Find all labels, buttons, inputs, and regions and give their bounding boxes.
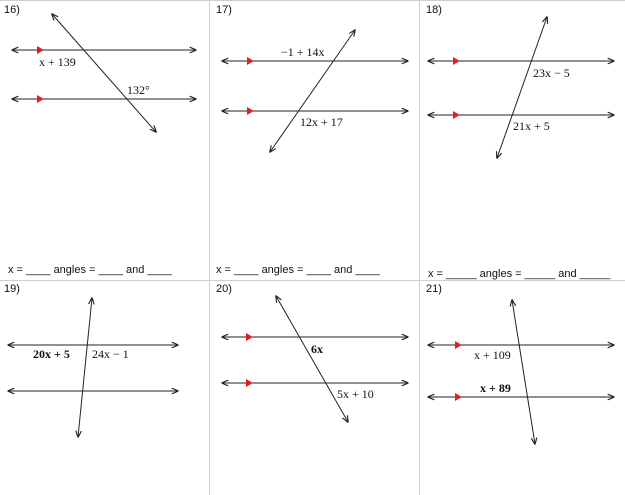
parallel-marker — [455, 341, 462, 349]
parallel-marker — [246, 333, 253, 341]
angle-label: 24x − 1 — [92, 347, 129, 361]
angle-label: 5x + 10 — [337, 387, 374, 401]
problem-number: 18) — [426, 4, 442, 16]
transversal-line — [276, 296, 348, 422]
parallel-marker — [455, 393, 462, 401]
angle-label: x + 139 — [39, 55, 76, 69]
angle-label: x + 109 — [474, 348, 511, 362]
answer-prompt: x = ____ angles = ____ and ____ — [8, 264, 172, 276]
angle-label: 23x − 5 — [533, 66, 570, 80]
parallel-marker — [37, 46, 44, 54]
angle-label: 20x + 5 — [33, 347, 70, 361]
transversal-line — [78, 298, 92, 437]
parallel-marker — [246, 379, 253, 387]
transversal-line — [512, 300, 535, 444]
parallel-marker — [247, 57, 254, 65]
transversal-line — [497, 17, 547, 158]
problem-number: 20) — [216, 283, 232, 295]
angle-label: 6x — [311, 342, 323, 356]
angle-label: 21x + 5 — [513, 119, 550, 133]
answer-prompt: x = ____ angles = ____ and ____ — [216, 264, 380, 276]
parallel-marker — [37, 95, 44, 103]
parallel-marker — [453, 57, 460, 65]
transversal-line — [52, 14, 156, 132]
problem-number: 16) — [4, 4, 20, 16]
angle-label: −1 + 14x — [281, 45, 325, 59]
angle-label: 12x + 17 — [300, 115, 343, 129]
angle-label: 132° — [127, 83, 150, 97]
angle-label: x + 89 — [480, 381, 511, 395]
parallel-marker — [453, 111, 460, 119]
parallel-marker — [247, 107, 254, 115]
answer-prompt: x = _____ angles = _____ and _____ — [428, 268, 611, 280]
problem-number: 19) — [4, 283, 20, 295]
problem-number: 17) — [216, 4, 232, 16]
problem-number: 21) — [426, 283, 442, 295]
